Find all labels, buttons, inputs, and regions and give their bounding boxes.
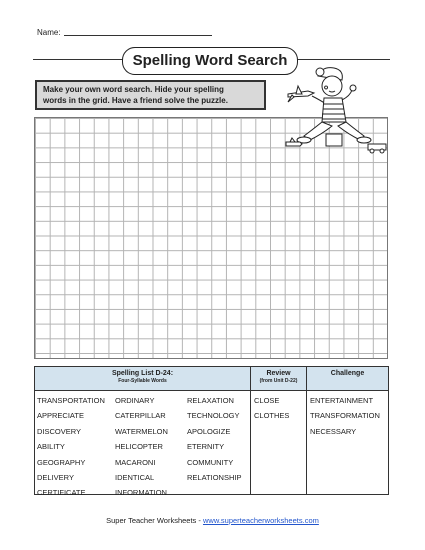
review-column <box>250 391 306 495</box>
list-item: DISCOVERY <box>37 426 82 436</box>
main-list-subtitle: Four-Syllable Words <box>118 378 167 384</box>
challenge-column <box>306 391 388 495</box>
list-item: CLOSE <box>254 396 280 405</box>
word-list-body <box>35 391 388 498</box>
list-item: CLOTHES <box>254 411 290 421</box>
list-item: APOLOGIZE <box>187 426 231 436</box>
list-item: COMMUNITY <box>187 457 234 467</box>
spelling-word-list <box>34 366 389 498</box>
list-item: NECESSARY <box>310 426 357 436</box>
name-field <box>37 27 212 37</box>
girl-playing-illustration-icon <box>282 64 390 156</box>
name-label: Name: <box>37 28 61 37</box>
word-list-header <box>35 367 388 391</box>
list-item: ABILITY <box>37 442 65 452</box>
list-item: APPRECIATE <box>37 411 84 421</box>
review-subtitle: (from Unit D-22) <box>259 378 298 384</box>
instructions-line-1: Make your own word search. Hide your spelling <box>43 85 224 94</box>
list-item: HELICOPTER <box>115 442 163 452</box>
list-item: TRANSFORMATION <box>310 411 380 421</box>
list-item: ENTERTAINMENT <box>310 396 374 405</box>
list-item: TRANSPORTATION <box>37 396 105 405</box>
list-item: INFORMATION <box>115 488 167 498</box>
list-item: ETERNITY <box>187 442 225 452</box>
list-item: RELATIONSHIP <box>187 472 242 482</box>
main-list-heading <box>35 367 250 390</box>
footer <box>0 516 425 525</box>
challenge-title: Challenge <box>330 370 365 377</box>
page-title: Spelling Word Search <box>122 47 298 75</box>
footer-text: Super Teacher Worksheets - <box>106 516 203 525</box>
list-item: DELIVERY <box>37 472 74 482</box>
word-column-1 <box>35 391 112 498</box>
word-column-3 <box>184 391 250 495</box>
list-item: IDENTICAL <box>115 472 155 482</box>
challenge-heading <box>306 367 388 390</box>
list-item: GEOGRAPHY <box>37 457 86 467</box>
review-title: Review <box>266 370 291 377</box>
instructions-box <box>35 80 266 110</box>
list-item: WATERMELON <box>115 426 168 436</box>
list-item: CERTIFICATE <box>37 488 86 498</box>
list-item: ORDINARY <box>115 396 155 405</box>
main-list-title: Spelling List D-24: <box>111 370 174 377</box>
review-heading <box>250 367 306 390</box>
name-line[interactable] <box>64 27 212 36</box>
list-item: CATERPILLAR <box>115 411 166 421</box>
footer-link[interactable]: www.superteacherworksheets.com <box>202 516 319 525</box>
list-item: TECHNOLOGY <box>187 411 240 421</box>
word-column-2 <box>112 391 184 498</box>
list-item: RELAXATION <box>187 396 234 405</box>
list-item: MACARONI <box>115 457 156 467</box>
instructions-line-2: words in the grid. Have a friend solve the puzzle. <box>43 96 228 105</box>
